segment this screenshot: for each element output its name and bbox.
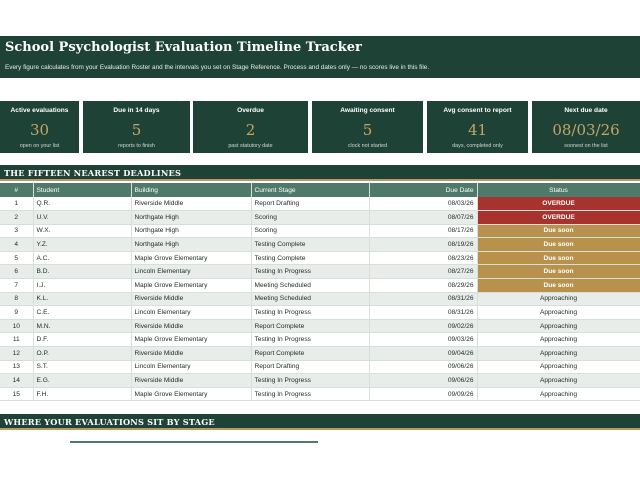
kpi-card-due-14 — [83, 101, 190, 153]
column-header-building[interactable]: Building — [131, 183, 251, 197]
building-cell[interactable]: Northgate High — [131, 224, 251, 238]
building-cell[interactable]: Lincoln Elementary — [131, 265, 251, 279]
building-cell[interactable]: Northgate High — [131, 238, 251, 252]
table-row[interactable] — [0, 292, 640, 306]
building-cell[interactable]: Lincoln Elementary — [131, 360, 251, 374]
building-cell[interactable]: Riverside Middle — [131, 319, 251, 333]
stage-cell[interactable]: Report Drafting — [251, 197, 369, 211]
table-row[interactable] — [0, 319, 640, 333]
table-row[interactable] — [0, 387, 640, 401]
due-date-cell[interactable]: 08/31/26 — [369, 306, 477, 320]
row-number-cell[interactable]: 5 — [0, 251, 33, 265]
stage-cell[interactable]: Testing In Progress — [251, 387, 369, 401]
column-header-number[interactable]: # — [0, 183, 33, 197]
status-cell[interactable]: Approaching — [477, 374, 640, 388]
status-cell[interactable]: Approaching — [477, 333, 640, 347]
due-date-cell[interactable]: 08/19/26 — [369, 238, 477, 252]
row-number-cell[interactable]: 8 — [0, 292, 33, 306]
kpi-card-overdue — [193, 101, 308, 153]
row-number-cell[interactable]: 6 — [0, 265, 33, 279]
student-cell[interactable]: K.L. — [33, 292, 131, 306]
kpi-label: Active evaluations — [10, 107, 69, 114]
status-cell[interactable]: Approaching — [477, 347, 640, 361]
kpi-value: 5 — [131, 121, 142, 139]
stage-chart-axis-line — [70, 441, 318, 443]
building-cell[interactable]: Lincoln Elementary — [131, 306, 251, 320]
status-cell[interactable]: Due soon — [477, 265, 640, 279]
table-row[interactable] — [0, 197, 640, 211]
building-cell[interactable]: Northgate High — [131, 211, 251, 225]
page-subtitle: Every figure calculates from your Evaluation Roster and the intervals you set on Stage Reference. Process and dates only — no scores live in this file. — [5, 64, 430, 71]
kpi-caption: days, completed only — [452, 143, 503, 149]
row-number-cell[interactable]: 4 — [0, 238, 33, 252]
kpi-card-avg-consent — [427, 101, 528, 153]
row-number-cell[interactable]: 3 — [0, 224, 33, 238]
status-cell[interactable]: Approaching — [477, 319, 640, 333]
student-cell[interactable]: A.C. — [33, 251, 131, 265]
row-number-cell[interactable]: 2 — [0, 211, 33, 225]
building-cell[interactable]: Maple Grove Elementary — [131, 387, 251, 401]
stage-cell[interactable]: Scoring — [251, 224, 369, 238]
kpi-strip — [0, 101, 640, 153]
student-cell[interactable]: Q.R. — [33, 197, 131, 211]
due-date-cell[interactable]: 08/17/26 — [369, 224, 477, 238]
due-date-cell[interactable]: 09/02/26 — [369, 319, 477, 333]
student-cell[interactable]: U.V. — [33, 211, 131, 225]
stage-cell[interactable]: Report Drafting — [251, 360, 369, 374]
status-cell[interactable]: Due soon — [477, 238, 640, 252]
status-cell[interactable]: OVERDUE — [477, 197, 640, 211]
due-date-cell[interactable]: 09/03/26 — [369, 333, 477, 347]
table-row[interactable] — [0, 251, 640, 265]
kpi-card-active — [0, 101, 79, 153]
kpi-value: 08/03/26 — [552, 121, 620, 139]
table-row[interactable] — [0, 360, 640, 374]
building-cell[interactable]: Riverside Middle — [131, 292, 251, 306]
due-date-cell[interactable]: 08/29/26 — [369, 279, 477, 293]
stage-cell[interactable]: Testing In Progress — [251, 374, 369, 388]
kpi-label: Due in 14 days — [113, 107, 160, 114]
stage-cell[interactable]: Meeting Scheduled — [251, 292, 369, 306]
due-date-cell[interactable]: 08/03/26 — [369, 197, 477, 211]
due-date-cell[interactable]: 09/09/26 — [369, 387, 477, 401]
kpi-caption: soonest on the list — [564, 143, 608, 149]
kpi-value: 2 — [245, 121, 256, 139]
stage-cell[interactable]: Testing In Progress — [251, 333, 369, 347]
stage-cell[interactable]: Testing In Progress — [251, 306, 369, 320]
table-row[interactable] — [0, 347, 640, 361]
building-cell[interactable]: Maple Grove Elementary — [131, 251, 251, 265]
table-header-row — [0, 183, 640, 197]
status-cell[interactable]: Due soon — [477, 224, 640, 238]
deadlines-section-header — [0, 165, 640, 181]
due-date-cell[interactable]: 08/07/26 — [369, 211, 477, 225]
building-cell[interactable]: Riverside Middle — [131, 347, 251, 361]
kpi-caption: clock not started — [347, 143, 388, 149]
status-cell[interactable]: Due soon — [477, 279, 640, 293]
row-number-cell[interactable]: 12 — [0, 347, 33, 361]
stage-cell[interactable]: Testing In Progress — [251, 265, 369, 279]
status-cell[interactable]: Due soon — [477, 251, 640, 265]
stage-cell[interactable]: Meeting Scheduled — [251, 279, 369, 293]
due-date-cell[interactable]: 09/04/26 — [369, 347, 477, 361]
status-cell[interactable]: Approaching — [477, 306, 640, 320]
deadlines-table-body — [0, 197, 640, 401]
table-row[interactable] — [0, 279, 640, 293]
student-cell[interactable]: D.F. — [33, 333, 131, 347]
stage-cell[interactable]: Testing Complete — [251, 251, 369, 265]
row-number-cell[interactable]: 13 — [0, 360, 33, 374]
column-header-stage[interactable]: Current Stage — [251, 183, 369, 197]
column-header-student[interactable]: Student — [33, 183, 131, 197]
kpi-caption: open on your list — [19, 143, 60, 149]
row-number-cell[interactable]: 7 — [0, 279, 33, 293]
stage-cell[interactable]: Scoring — [251, 211, 369, 225]
status-cell[interactable]: Approaching — [477, 387, 640, 401]
student-cell[interactable]: I.J. — [33, 279, 131, 293]
stage-cell[interactable]: Testing Complete — [251, 238, 369, 252]
due-date-cell[interactable]: 08/27/26 — [369, 265, 477, 279]
table-row[interactable] — [0, 211, 640, 225]
table-row[interactable] — [0, 224, 640, 238]
kpi-label: Awaiting consent — [340, 107, 395, 114]
table-row[interactable] — [0, 238, 640, 252]
student-cell[interactable]: F.H. — [33, 387, 131, 401]
table-row[interactable] — [0, 333, 640, 347]
row-number-cell[interactable]: 15 — [0, 387, 33, 401]
due-date-cell[interactable]: 08/23/26 — [369, 251, 477, 265]
kpi-card-awaiting-consent — [312, 101, 423, 153]
page-title: School Psychologist Evaluation Timeline Tracker — [5, 40, 362, 55]
row-number-cell[interactable]: 10 — [0, 319, 33, 333]
student-cell[interactable]: S.T. — [33, 360, 131, 374]
column-header-due-date[interactable]: Due Date — [369, 183, 477, 197]
row-number-cell[interactable]: 1 — [0, 197, 33, 211]
status-cell[interactable]: Approaching — [477, 292, 640, 306]
stage-cell[interactable]: Report Complete — [251, 347, 369, 361]
building-cell[interactable]: Riverside Middle — [131, 374, 251, 388]
kpi-value: 5 — [362, 121, 373, 139]
student-cell[interactable]: O.P. — [33, 347, 131, 361]
due-date-cell[interactable]: 09/06/26 — [369, 374, 477, 388]
table-row[interactable] — [0, 306, 640, 320]
row-number-cell[interactable]: 14 — [0, 374, 33, 388]
table-row[interactable] — [0, 374, 640, 388]
row-number-cell[interactable]: 11 — [0, 333, 33, 347]
table-row[interactable] — [0, 265, 640, 279]
kpi-value: 41 — [467, 121, 488, 139]
kpi-caption: past statutory date — [228, 143, 273, 149]
deadlines-section-title: THE FIFTEEN NEAREST DEADLINES — [4, 168, 182, 178]
status-cell[interactable]: OVERDUE — [477, 211, 640, 225]
kpi-card-next-due — [532, 101, 640, 153]
student-cell[interactable]: Y.Z. — [33, 238, 131, 252]
kpi-label: Next due date — [564, 107, 608, 114]
due-date-cell[interactable]: 09/06/26 — [369, 360, 477, 374]
student-cell[interactable]: B.D. — [33, 265, 131, 279]
kpi-caption: reports to finish — [118, 143, 155, 149]
stages-section-header — [0, 414, 640, 430]
student-cell[interactable]: C.E. — [33, 306, 131, 320]
column-header-status[interactable]: Status — [477, 183, 640, 197]
student-cell[interactable]: E.G. — [33, 374, 131, 388]
kpi-label: Overdue — [237, 107, 264, 114]
kpi-label: Avg consent to report — [443, 107, 512, 114]
building-cell[interactable]: Maple Grove Elementary — [131, 279, 251, 293]
status-cell[interactable]: Approaching — [477, 360, 640, 374]
due-date-cell[interactable]: 08/31/26 — [369, 292, 477, 306]
student-cell[interactable]: W.X. — [33, 224, 131, 238]
student-cell[interactable]: M.N. — [33, 319, 131, 333]
row-number-cell[interactable]: 9 — [0, 306, 33, 320]
building-cell[interactable]: Riverside Middle — [131, 197, 251, 211]
kpi-value: 30 — [29, 121, 50, 139]
stages-section-title: WHERE YOUR EVALUATIONS SIT BY STAGE — [4, 417, 215, 427]
deadlines-table — [0, 183, 640, 401]
building-cell[interactable]: Maple Grove Elementary — [131, 333, 251, 347]
stage-cell[interactable]: Report Complete — [251, 319, 369, 333]
